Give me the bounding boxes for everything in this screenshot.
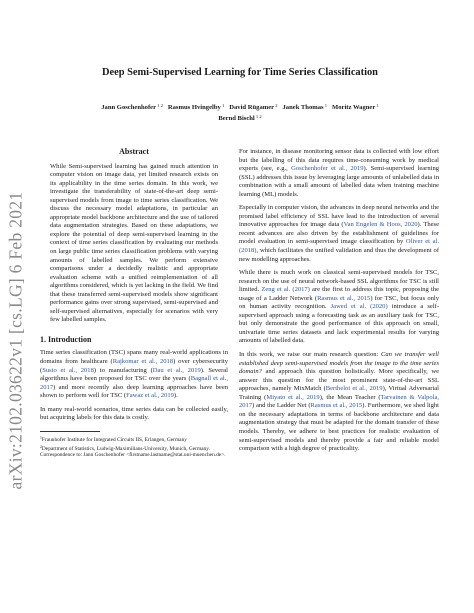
footnote-divider [40, 431, 100, 432]
citation-link[interactable]: Rasmus et al., 2015 [317, 294, 371, 302]
citation-link[interactable]: Oliver et al. (2018) [239, 238, 439, 255]
paragraph-text: ) over cybersecurity ( [40, 358, 228, 374]
author-list [60, 101, 420, 124]
paragraph-text: Especially in computer vision, the advances in deep neural networks and the promised label efficiency of SSL have lead to the introduction of several innovative approaches for image data ( [239, 204, 439, 229]
paragraph-text: ) and more recently also deep learning approaches have been shown to perform well for TSC ( [40, 383, 228, 400]
right-paragraph-2 [239, 204, 439, 264]
arxiv-stamp-text: arXiv:2102.03622v1 [cs.LG] 6 Feb 2021 [5, 191, 26, 489]
paragraph-text: ). Furthermore, we shed light on the necessary adaptations in terms of backbone architecture and data augmentation strategy that must be adapted for the domain transfer of these models. Thereby, we adhere to best practices for realistic evaluation of semi-supervised models and thereby provide a fair and reliable model comparison with a high degree of practicality. [239, 402, 439, 453]
paragraph-text: introduce a self-supervised approach using a forecasting task as an auxiliary task for TSC, but only demonstrate the good performance of this approach on small, univariate time series datasets and lack experimental results for varying amounts of labelled data. [239, 303, 439, 345]
footnote-line-1: $^1$Fraunhofer Institute for Integrated Circuits IIS, Erlangen, Germany [40, 435, 187, 443]
research-question: Can we transfer well established deep semi-supervised models from the image to the time series domain? [239, 351, 439, 376]
author-affiliation-mark: 1 [220, 103, 225, 108]
author-affiliation-mark: 2 [274, 103, 278, 108]
section-heading-introduction: 1. Introduction [40, 334, 92, 344]
paragraph-text: For instance, in disease monitoring sensor data is collected with low effort but the labelling of this data requires time-consuming work by medical experts (see, e.g., [239, 148, 439, 173]
arxiv-identifier-stamp [0, 150, 32, 530]
paragraph-text: ). Several algorithms have been proposed for TSC over the years ( [40, 366, 228, 383]
paragraph-text: Time series classification (TSC) spans many real-world applications in domains from healthcare ( [40, 349, 228, 366]
citation-link[interactable]: Zeng et al. (2017) [261, 286, 310, 294]
paragraph-text: , which facilitates the unified validation and thus the development of new modelling approaches. [239, 247, 439, 263]
citation-link[interactable]: Rajkomar et al., 2018 [112, 358, 174, 366]
paragraph-text: ) and the Ladder Net ( [252, 402, 311, 410]
paragraph-text: While there is much work on classical semi-supervised models for TSC, research on the use of neural network-based SSL algorithms for TSC is still limited. [239, 269, 439, 294]
left-column [40, 148, 228, 459]
citation-link[interactable]: Bagnall et al., 2017 [40, 375, 228, 391]
right-paragraph-4 [239, 351, 439, 454]
citation-link[interactable]: Tarvainen & Valpola, 2017 [239, 393, 439, 410]
author-name: Jann Goschenhofer [101, 104, 157, 111]
right-paragraph-1 [239, 148, 439, 199]
author-name: Moritz Wagner [332, 104, 376, 111]
author-affiliation-mark: 1 [323, 103, 328, 108]
footnote-line-2: $^2$Department of Statistics, Ludwig-Maximilians-University, Munich, Germany. Correspondence to: Jann Goschenhofer <firstname.lastname@stat.uni-muenchen.de>. [40, 444, 226, 459]
author-affiliation-mark: 1 2 [254, 114, 262, 120]
paragraph-text: In this work, we raise our main research question: [239, 351, 382, 359]
paragraph-text: and approach this question holistically. More specifically, we answer this question for the most prominent state-of-the-art SSL approaches, namely MixMatch ( [239, 368, 439, 393]
citation-link[interactable]: Van Engelen & Hoos, 2020 [343, 221, 418, 229]
author-name: Janek Thomas [282, 104, 324, 111]
paragraph-text: ) for TSC, but focus only on human activity recognition. [239, 294, 439, 311]
paragraph-text: ). Semi-supervised learning (SSL) addresses this issue by leveraging large amounts of unlabelled data in combination with a small amount of labelled data when training machine learning (ML) models. [239, 165, 439, 198]
paragraph-text: ), the Mean Teacher ( [319, 393, 381, 401]
author-affiliation-mark: 1 2 [156, 103, 163, 108]
citation-link[interactable]: Fawaz et al., 2019 [126, 392, 174, 400]
citation-link[interactable]: Berthelot et al., 2019 [325, 385, 383, 393]
author-name: Bernd Bischl [218, 115, 255, 123]
paper-title: Deep Semi-Supervised Learning for Time Series Classification [102, 67, 378, 78]
author-line-2 [60, 112, 420, 123]
citation-link[interactable]: Dau et al., 2019 [152, 366, 201, 374]
intro-paragraph-2: In many real-world scenarios, time series data can be collected easily, but acquiring labels for this data is costly. [40, 405, 228, 422]
citation-link[interactable]: Jawed et al. (2020) [330, 303, 388, 311]
author-affiliation-mark: 1 [375, 103, 379, 108]
author-name: Rasmus Hvingelby [167, 104, 221, 111]
citation-link[interactable]: Goschenhofer et al., 2019 [291, 165, 364, 173]
right-column [239, 148, 439, 459]
citation-link[interactable]: Susto et al., 2018 [42, 366, 94, 374]
paragraph-text: ). [173, 392, 178, 400]
author-name: David Rügamer [229, 104, 275, 111]
citation-link[interactable]: Rasmus et al., 2015 [310, 402, 363, 410]
abstract-body: While Semi-supervised learning has gained much attention in computer vision on image data, yet limited research exists on its applicability in the time series domain. In this work, we investigate the transferability of state-of-the-art deep semi-supervised models from image to time series classification. We discuss the necessary model adaptations, in particular an appropriate model backbone architecture and the use of tailored data augmentation strategies. Based on these adaptations, we explore the potential of deep semi-supervised learning in the context of time series classification by evaluating our methods on large public time series classification problems with varying amounts of labelled samples. We perform extensive comparisons under a decidedly realistic and appropriate evaluation scheme with a unified reimplementation of all algorithms considered, which is yet lacking in the field. We find that these transferred semi-supervised models show significant performance gains over strong supervised, semi-supervised and self-supervised alternatives, especially for scenarios with very few labelled samples. [50, 162, 218, 324]
paragraph-text: ), Virtual Adversarial Training ( [239, 385, 439, 401]
paragraph-text: are the first to address this topic, proposing the usage of a Ladder Network ( [239, 286, 439, 302]
citation-link[interactable]: Miyato et al., 2019 [266, 393, 320, 401]
paragraph-text: ). These recent advances are also driven by the establishment of guidelines for model evaluation in semi-supervised image classification by [239, 221, 440, 246]
affiliation-footnote [40, 435, 228, 459]
intro-paragraph-1 [40, 349, 228, 400]
paragraph-text: ) to manufacturing ( [93, 366, 153, 374]
author-line-1 [60, 101, 420, 112]
abstract-heading: Abstract [119, 147, 149, 156]
right-paragraph-3 [239, 269, 439, 346]
